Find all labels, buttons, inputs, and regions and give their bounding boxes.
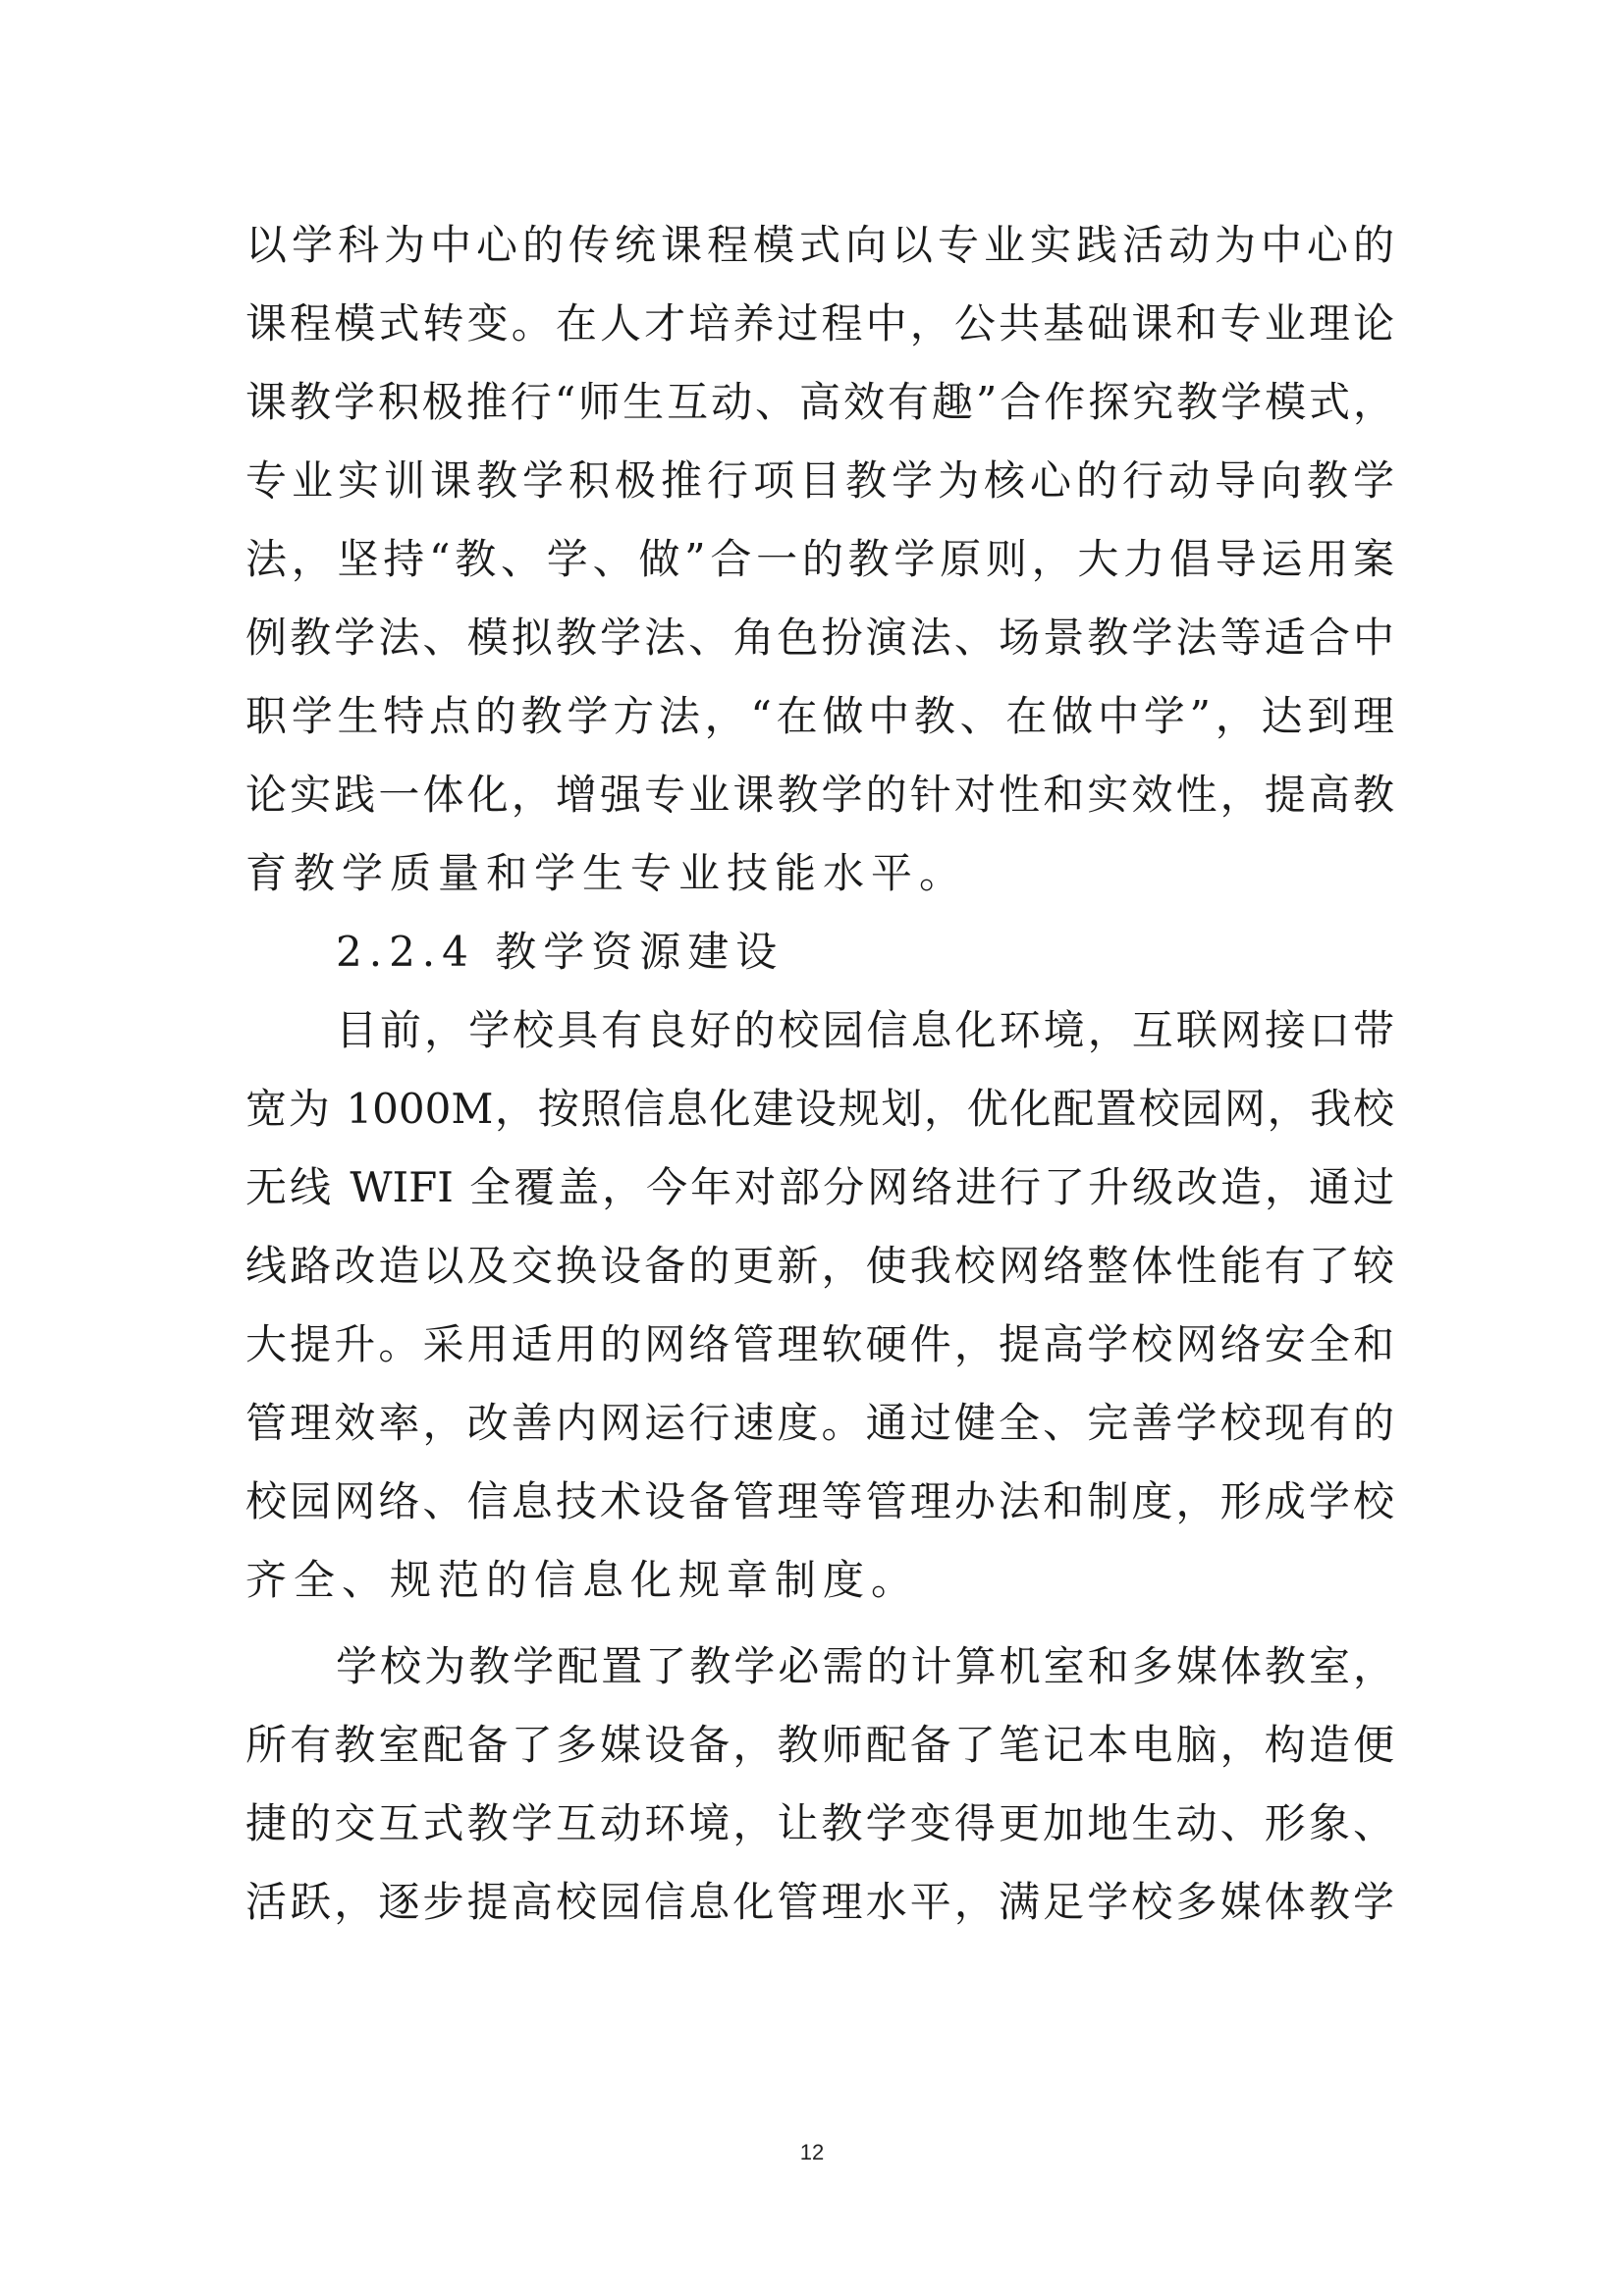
paragraph-3-line-1: 学校为教学配置了教学必需的计算机室和多媒体教室， <box>336 1642 1394 1690</box>
paragraph-1-line-9: 育教学质量和学生专业技能水平。 <box>245 849 968 897</box>
paragraph-1-line-3: 课教学积极推行“师生互动、高效有趣”合作探究教学模式， <box>245 378 1394 426</box>
page-number: 12 <box>799 2140 825 2164</box>
paragraph-2-line-1: 目前，学校具有良好的校园信息化环境，互联网接口带 <box>336 1006 1394 1054</box>
paragraph-2-line-5: 大提升。采用适用的网络管理软硬件，提高学校网络安全和 <box>245 1320 1394 1368</box>
paragraph-3-line-3: 捷的交互式教学互动环境，让教学变得更加地生动、形象、 <box>245 1799 1394 1847</box>
section-heading: 2.2.4 教学资源建设 <box>336 928 785 976</box>
paragraph-2-line-3: 无线 WIFI 全覆盖，今年对部分网络进行了升级改造，通过 <box>245 1163 1394 1211</box>
paragraph-2-line-4: 线路改造以及交换设备的更新，使我校网络整体性能有了较 <box>245 1242 1394 1290</box>
paragraph-2-line-8: 齐全、规范的信息化规章制度。 <box>245 1556 920 1604</box>
body-text <box>245 206 1394 1942</box>
paragraph-1-line-6: 例教学法、模拟教学法、角色扮演法、场景教学法等适合中 <box>245 614 1394 662</box>
paragraph-2-line-2: 宽为 1000M，按照信息化建设规划，优化配置校园网，我校 <box>245 1085 1394 1133</box>
paragraph-3-line-2: 所有教室配备了多媒设备，教师配备了笔记本电脑，构造便 <box>245 1721 1394 1769</box>
paragraph-3-line-4: 活跃，逐步提高校园信息化管理水平，满足学校多媒体教学 <box>245 1878 1394 1926</box>
paragraph-1-line-2: 课程模式转变。在人才培养过程中，公共基础课和专业理论 <box>245 299 1394 347</box>
paragraph-2-line-7: 校园网络、信息技术设备管理等管理办法和制度，形成学校 <box>245 1477 1394 1525</box>
paragraph-1-line-5: 法，坚持“教、学、做”合一的教学原则，大力倡导运用案 <box>245 535 1394 583</box>
paragraph-1-line-8: 论实践一体化，增强专业课教学的针对性和实效性，提高教 <box>245 771 1394 819</box>
paragraph-1-line-4: 专业实训课教学积极推行项目教学为核心的行动导向教学 <box>245 456 1394 505</box>
paragraph-1-line-7: 职学生特点的教学方法，“在做中教、在做中学”，达到理 <box>245 692 1394 740</box>
paragraph-2-line-6: 管理效率，改善内网运行速度。通过健全、完善学校现有的 <box>245 1399 1394 1447</box>
paragraph-1-line-1: 以学科为中心的传统课程模式向以专业实践活动为中心的 <box>245 221 1394 269</box>
